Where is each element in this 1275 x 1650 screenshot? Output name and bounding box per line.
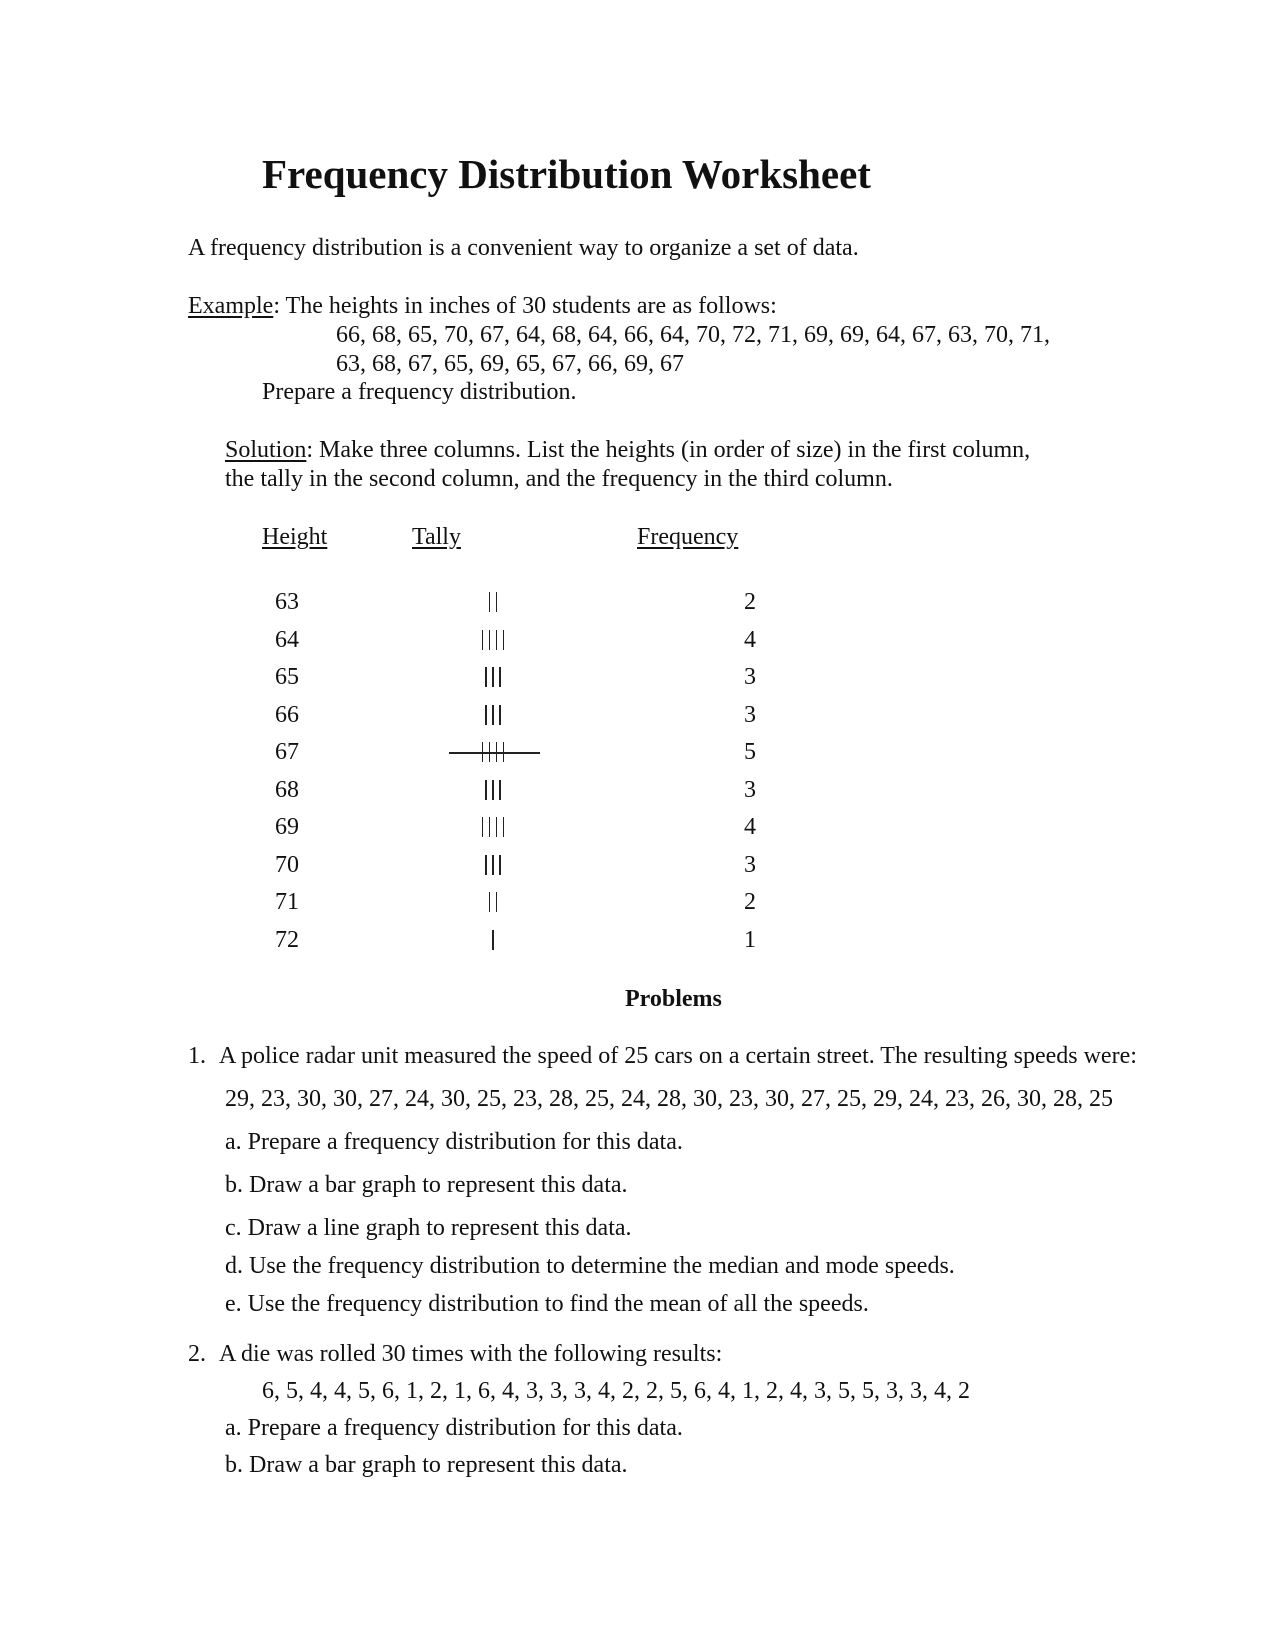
tally-stroke xyxy=(499,855,501,875)
tally-marks xyxy=(485,667,501,687)
tally-stroke xyxy=(489,817,491,837)
tally-stroke xyxy=(496,592,498,612)
frequency-cell: 3 xyxy=(744,664,756,690)
solution-line-2: the tally in the second column, and the frequency in the third column. xyxy=(225,466,893,492)
tally-stroke xyxy=(492,930,494,950)
solution-label: Solution xyxy=(225,437,307,463)
problem-2-text: A die was rolled 30 times with the following results: xyxy=(219,1341,723,1367)
problem-2-item-b: b. Draw a bar graph to represent this data. xyxy=(225,1452,628,1478)
height-cell: 68 xyxy=(275,776,299,803)
header-tally: Tally xyxy=(412,524,461,550)
tally-stroke xyxy=(485,705,487,725)
problem-1-item-e: e. Use the frequency distribution to find the mean of all the speeds. xyxy=(225,1291,869,1317)
tally-stroke xyxy=(482,817,484,837)
problem-2-data: 6, 5, 4, 4, 5, 6, 1, 2, 1, 6, 4, 3, 3, 3, 4, 2, 2, 5, 6, 4, 1, 2, 4, 3, 5, 5, 3, 3, 4, 2 xyxy=(262,1378,970,1404)
problem-1-item-d: d. Use the frequency distribution to determine the median and mode speeds. xyxy=(225,1253,955,1279)
height-cell: 72 xyxy=(275,926,299,953)
tally-stroke xyxy=(496,817,498,837)
tally-marks xyxy=(489,592,498,612)
problem-2-number: 2. xyxy=(188,1341,206,1367)
tally-stroke xyxy=(492,780,494,800)
problem-1-number: 1. xyxy=(188,1043,206,1069)
frequency-cell: 5 xyxy=(744,739,756,765)
header-frequency: Frequency xyxy=(637,524,739,550)
example-data-line-1: 66, 68, 65, 70, 67, 64, 68, 64, 66, 64, 70, 72, 71, 69, 69, 64, 67, 63, 70, 71, xyxy=(336,322,1050,348)
height-cell: 70 xyxy=(275,851,299,878)
tally-stroke xyxy=(499,667,501,687)
example-data-line-2: 63, 68, 67, 65, 69, 65, 67, 66, 69, 67 xyxy=(336,351,684,377)
frequency-cell: 1 xyxy=(744,926,756,953)
tally-marks xyxy=(485,780,501,800)
tally-stroke xyxy=(492,667,494,687)
tally-marks xyxy=(485,705,501,725)
height-cell: 63 xyxy=(275,589,299,615)
frequency-cell: 2 xyxy=(744,889,756,915)
tally-stroke xyxy=(496,630,498,650)
tally-stroke xyxy=(485,855,487,875)
example-instruction: Prepare a frequency distribution. xyxy=(262,379,577,405)
tally-marks xyxy=(492,930,494,950)
height-cell: 65 xyxy=(275,664,299,690)
problem-1-item-b: b. Draw a bar graph to represent this data. xyxy=(225,1172,628,1198)
tally-marks xyxy=(482,630,505,650)
height-cell: 67 xyxy=(275,739,299,765)
frequency-cell: 4 xyxy=(744,814,756,840)
tally-stroke xyxy=(492,705,494,725)
example-label: Example xyxy=(188,293,274,319)
problem-1-item-a: a. Prepare a frequency distribution for this data. xyxy=(225,1129,683,1155)
frequency-cell: 3 xyxy=(744,776,756,803)
tally-marks xyxy=(489,892,498,912)
example-line xyxy=(188,292,777,320)
tally-marks xyxy=(485,855,501,875)
tally-stroke xyxy=(499,780,501,800)
problems-heading: Problems xyxy=(625,986,722,1012)
solution-text: : Make three columns. List the heights (in order of size) in the first column, xyxy=(306,437,1031,463)
tally-stroke xyxy=(503,817,505,837)
tally-strike xyxy=(449,752,540,754)
frequency-cell: 3 xyxy=(744,701,756,728)
tally-stroke xyxy=(489,892,491,912)
tally-stroke xyxy=(499,705,501,725)
frequency-cell: 4 xyxy=(744,626,756,653)
problem-1-item-c: c. Draw a line graph to represent this data. xyxy=(225,1215,632,1241)
height-cell: 66 xyxy=(275,701,299,728)
frequency-cell: 3 xyxy=(744,851,756,878)
tally-stroke xyxy=(492,855,494,875)
height-cell: 69 xyxy=(275,814,299,840)
problem-1-data: 29, 23, 30, 30, 27, 24, 30, 25, 23, 28, 25, 24, 28, 30, 23, 30, 27, 25, 29, 24, 23, 26, 30, 28, 25 xyxy=(225,1086,1113,1112)
header-height: Height xyxy=(262,524,328,550)
problem-1-text: A police radar unit measured the speed of 25 cars on a certain street. The resulting speeds were: xyxy=(219,1043,1137,1069)
tally-marks xyxy=(482,817,505,837)
tally-stroke xyxy=(489,592,491,612)
height-cell: 64 xyxy=(275,626,299,653)
intro-text: A frequency distribution is a convenient way to organize a set of data. xyxy=(188,235,859,261)
height-cell: 71 xyxy=(275,889,299,915)
solution-line-1 xyxy=(225,436,1030,464)
tally-stroke xyxy=(482,630,484,650)
tally-stroke xyxy=(485,780,487,800)
tally-stroke xyxy=(485,667,487,687)
tally-stroke xyxy=(489,630,491,650)
problem-2-item-a: a. Prepare a frequency distribution for this data. xyxy=(225,1415,683,1441)
tally-stroke xyxy=(503,630,505,650)
example-description: : The heights in inches of 30 students are as follows: xyxy=(273,293,777,319)
page-title: Frequency Distribution Worksheet xyxy=(262,151,871,197)
frequency-cell: 2 xyxy=(744,589,756,615)
tally-marks xyxy=(482,742,505,762)
tally-stroke xyxy=(496,892,498,912)
